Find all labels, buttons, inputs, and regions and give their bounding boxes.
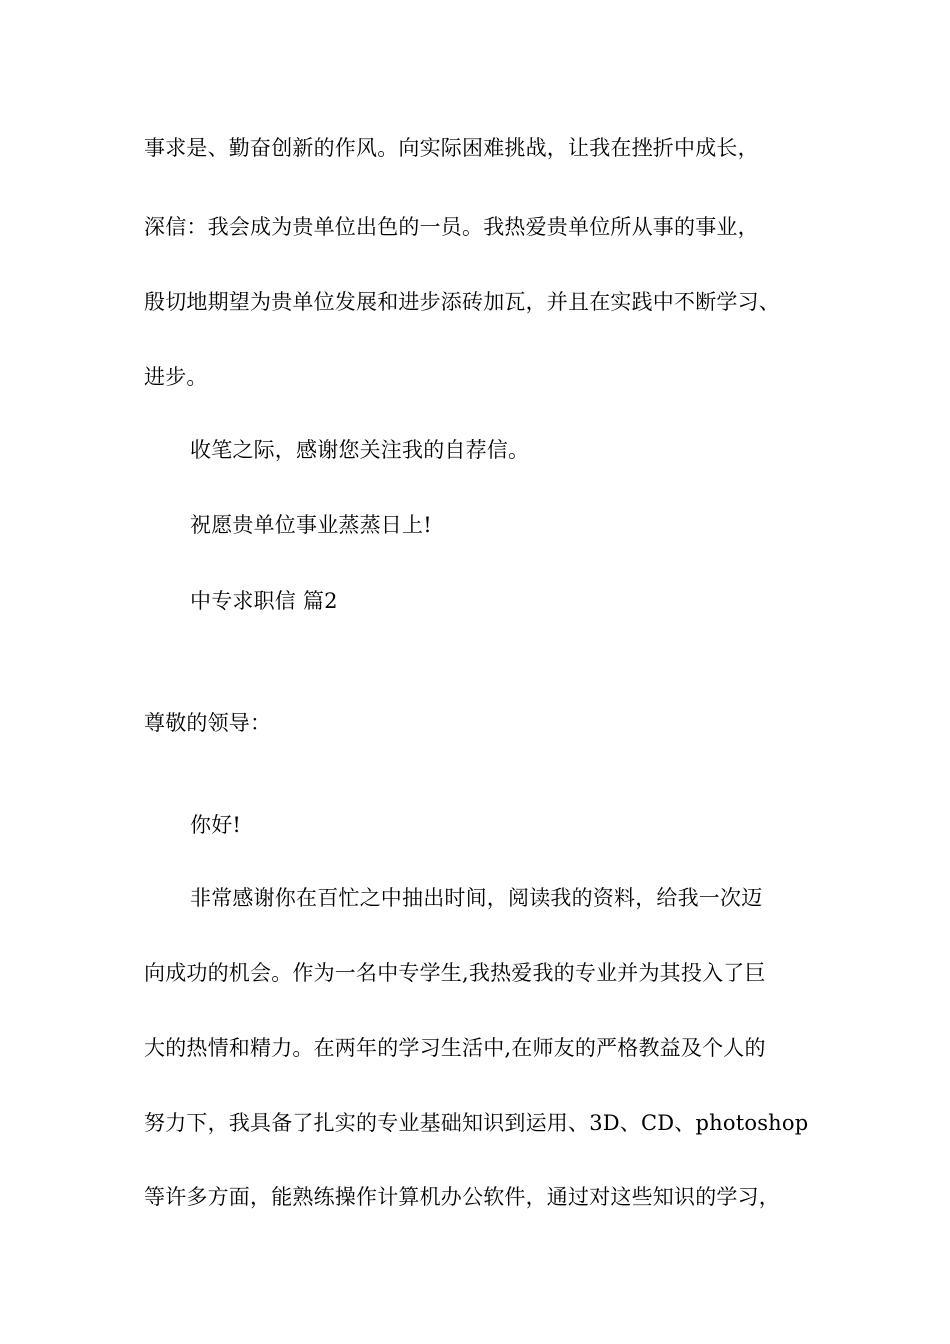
paragraph-line: 大的热情和精力。在两年的学习生活中,在师友的严格教益及个人的	[144, 1036, 766, 1060]
paragraph-line: 非常感谢你在百忙之中抽出时间，阅读我的资料，给我一次迈	[190, 886, 763, 910]
paragraph-line: 等许多方面，能熟练操作计算机办公软件，通过对这些知识的学习，	[144, 1185, 780, 1209]
paragraph-line: 努力下，我具备了扎实的专业基础知识到运用、3D、CD、photoshop	[144, 1111, 809, 1135]
paragraph-line: 向成功的机会。作为一名中专学生,我热爱我的专业并为其投入了巨	[144, 961, 766, 985]
salutation: 尊敬的领导：	[144, 711, 272, 735]
paragraph-line: 进步。	[144, 365, 208, 389]
paragraph-line: 深信：我会成为贵单位出色的一员。我热爱贵单位所从事的事业，	[144, 215, 759, 239]
closing-wish: 祝愿贵单位事业蒸蒸日上!	[190, 513, 432, 537]
closing-line: 收笔之际，感谢您关注我的自荐信。	[190, 438, 530, 462]
paragraph-line: 殷切地期望为贵单位发展和进步添砖加瓦，并且在实践中不断学习、	[144, 290, 780, 314]
greeting: 你好!	[190, 813, 242, 837]
section-title: 中专求职信 篇2	[190, 589, 338, 613]
paragraph-line: 事求是、勤奋创新的作风。向实际困难挑战，让我在挫折中成长，	[144, 136, 759, 160]
